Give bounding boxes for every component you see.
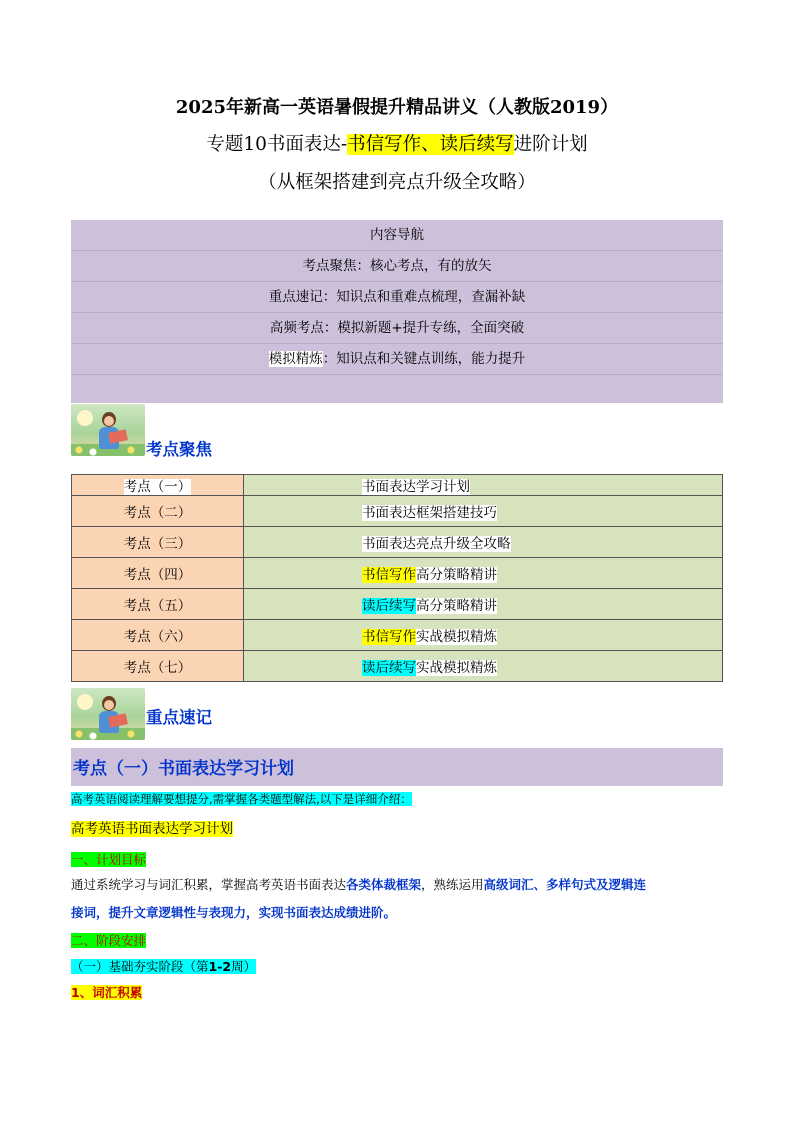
- subtitle-suffix: 进阶计划: [513, 134, 588, 155]
- nav-item: [71, 251, 723, 281]
- table-row: [72, 651, 723, 682]
- table-row: [72, 475, 723, 496]
- nav-item-label: 模拟精炼: [268, 351, 323, 367]
- paragraph-line: 接词，提升文章逻辑性与表现力，实现书面表达成绩进阶。: [71, 905, 397, 920]
- subtitle-prefix: 专题10书面表达-: [206, 134, 348, 155]
- nav-divider: [71, 374, 723, 375]
- topic-title: 读后续写实战模拟精炼: [244, 651, 723, 682]
- paragraph-line: 通过系统学习与词汇积累，掌握高考英语书面表达各类体裁框架，熟练运用高级词汇、多样句式及逻辑连: [71, 877, 647, 892]
- title-block: [0, 92, 794, 200]
- reading-child-illustration: [71, 404, 145, 456]
- topic-title: 书信写作高分策略精讲: [244, 558, 723, 589]
- table-row: [72, 558, 723, 589]
- nav-item: [71, 344, 723, 374]
- heading-vocabulary: 1、词汇积累: [71, 985, 143, 1000]
- nav-item-label: 重点速记: [268, 289, 323, 305]
- topic-key: 考点（一）: [72, 475, 244, 496]
- subtitle-parenthetical: （从框架搭建到亮点升级全攻略）: [258, 172, 536, 193]
- subtitle-highlight: 书信写作、读后续写: [347, 134, 514, 155]
- intro-line: 高考英语阅读理解要想提分,需掌握各类题型解法,以下是详细介绍：: [71, 792, 412, 806]
- section-header-notes: [71, 688, 371, 740]
- topic-key: 考点（五）: [72, 589, 244, 620]
- nav-item-desc: ：知识点和重难点梳理，查漏补缺: [322, 289, 526, 305]
- nav-item: [71, 313, 723, 343]
- table-row: [72, 589, 723, 620]
- section-label: 重点速记: [146, 708, 212, 727]
- plan-title: 高考英语书面表达学习计划: [71, 821, 233, 837]
- topic-band: [71, 748, 723, 786]
- nav-item-desc: ：模拟新题+提升专练，全面突破: [323, 320, 525, 336]
- topic-key: 考点（七）: [72, 651, 244, 682]
- topic-title: 书面表达亮点升级全攻略: [244, 527, 723, 558]
- topic-key: 考点（三）: [72, 527, 244, 558]
- table-row: [72, 496, 723, 527]
- main-title: 2025年新高一英语暑假提升精品讲义（人教版2019）: [175, 97, 619, 118]
- heading-stage-one: （一）基础夯实阶段（第1-2周）: [71, 959, 257, 974]
- nav-item-label: 考点聚焦: [302, 258, 357, 274]
- topic-key: 考点（二）: [72, 496, 244, 527]
- nav-item-desc: ：知识点和关键点训练，能力提升: [322, 351, 526, 367]
- topic-title: 读后续写高分策略精讲: [244, 589, 723, 620]
- section-header-focus: [71, 404, 371, 459]
- heading-goal: 一、计划目标: [71, 852, 147, 867]
- subtitle: [0, 128, 794, 162]
- reading-child-illustration: [71, 688, 145, 740]
- table-row: [72, 620, 723, 651]
- nav-item-label: 高频考点: [269, 320, 324, 336]
- topic-title: 书面表达学习计划: [244, 475, 723, 496]
- topic-band-title: 考点（一）书面表达学习计划: [73, 759, 294, 779]
- section-label: 考点聚焦: [146, 440, 212, 459]
- topic-key: 考点（四）: [72, 558, 244, 589]
- topics-table: [71, 474, 723, 682]
- topic-title: 书面表达框架搭建技巧: [244, 496, 723, 527]
- heading-stages: 二、阶段安排: [71, 933, 147, 948]
- nav-item: [71, 282, 723, 312]
- topic-key: 考点（六）: [72, 620, 244, 651]
- table-row: [72, 527, 723, 558]
- nav-heading: 内容导航: [370, 227, 424, 243]
- nav-item-desc: ：核心考点，有的放矢: [356, 258, 492, 274]
- content-navigation: [71, 220, 723, 403]
- topic-title: 书信写作实战模拟精炼: [244, 620, 723, 651]
